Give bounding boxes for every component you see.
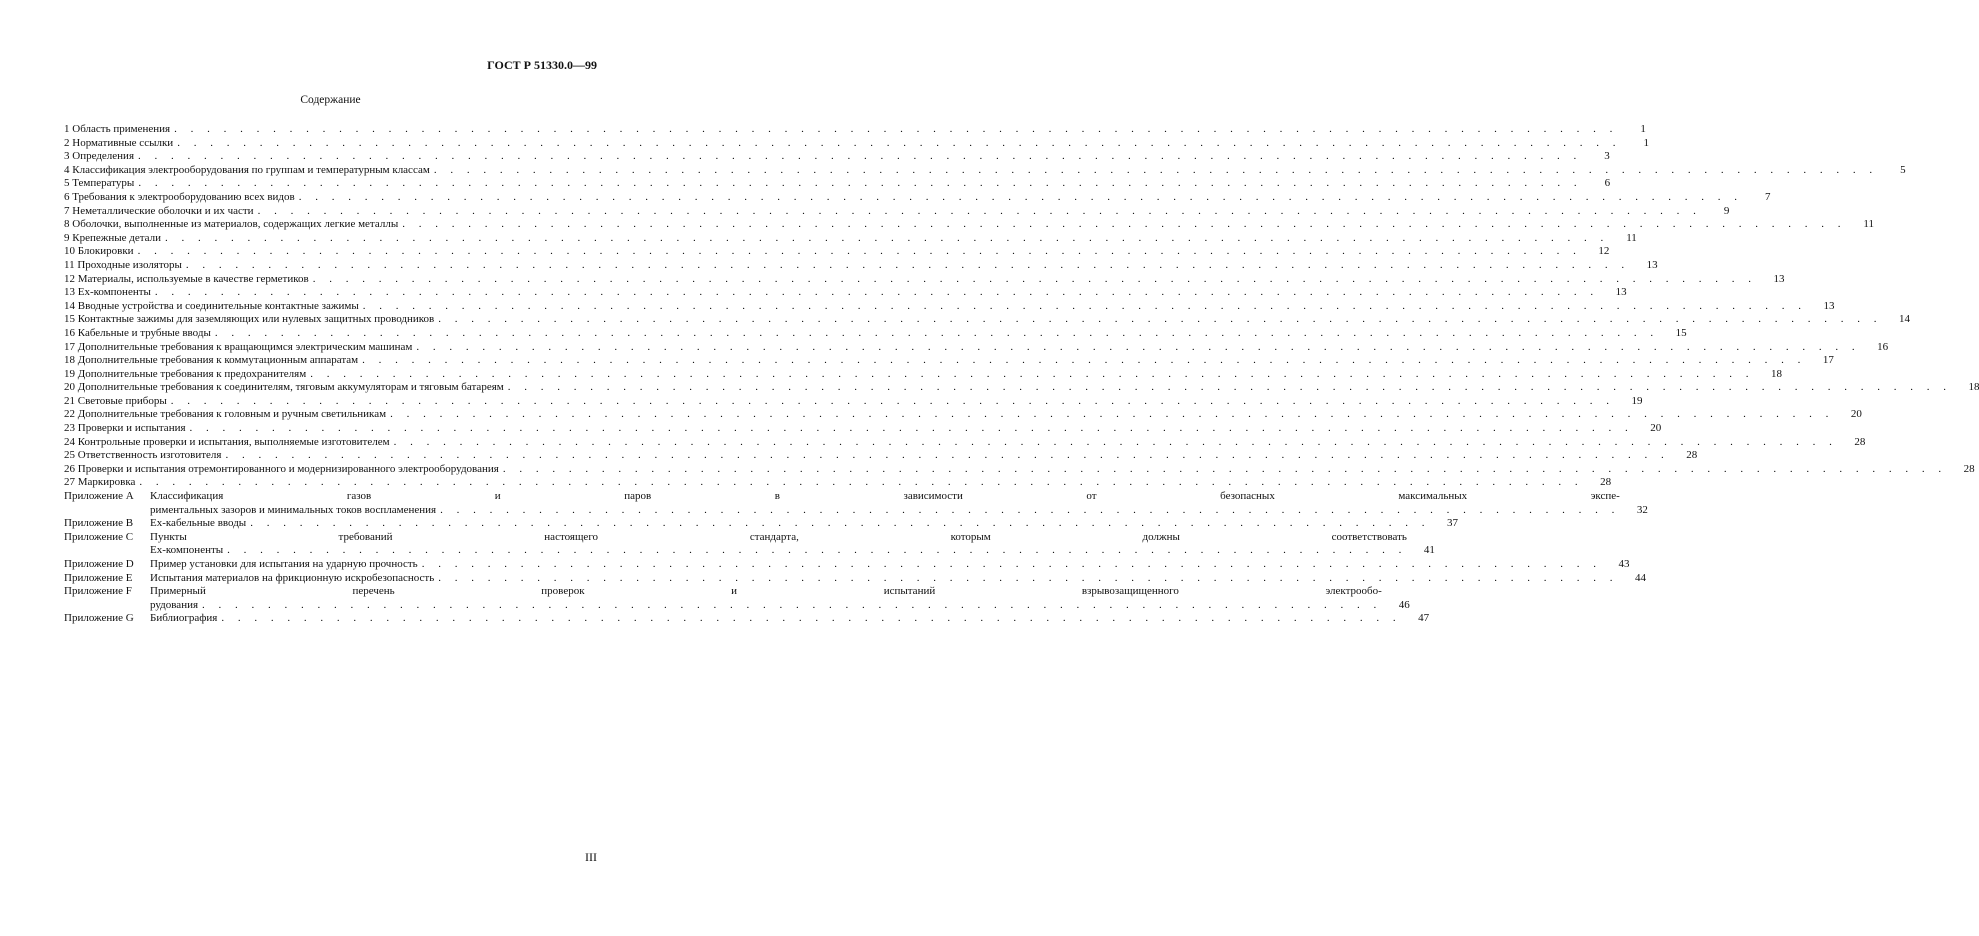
toc-entry-title: 22 Дополнительные требования к головным и ручным светильникам: [64, 408, 387, 421]
toc-entry: [64, 394, 1643, 409]
toc-entry: [64, 367, 1782, 382]
appendix-title: Библиография: [150, 612, 218, 625]
toc-entry-title: 17 Дополнительные требования к вращающимся электрическим машинам: [64, 340, 413, 353]
toc-entry: [64, 190, 1771, 205]
toc-appendix-entry: [64, 490, 1648, 517]
toc-entry: [64, 123, 1646, 137]
toc-leader-dots: [246, 517, 1430, 531]
toc-appendix-entry: [64, 612, 1430, 626]
appendix-title-line: Примерный перечень проверок и испытаний взрывозащищенного электрообо-: [150, 585, 1382, 598]
toc-entry-title: 4 Классификация электрооборудования по группам и температурным классам: [64, 163, 430, 176]
appendix-page: 43: [1618, 558, 1630, 570]
toc-leader-dots: [211, 327, 1659, 341]
toc-entry-title: 2 Нормативные ссылки: [64, 136, 174, 149]
toc-entry: [64, 150, 1610, 164]
toc-entry-page: 15: [1675, 326, 1687, 339]
toc-entry: [64, 136, 1649, 151]
toc-entry-page: 12: [1598, 245, 1610, 258]
appendix-page: 32: [1636, 503, 1648, 516]
toc-leader-dots: [223, 544, 1407, 558]
appendix-page: 46: [1398, 598, 1410, 611]
toc-entry-title: 6 Требования к электрооборудованию всех видов: [64, 190, 295, 203]
toc-leader-dots: [359, 300, 1807, 314]
toc-entry-page: 13: [1646, 258, 1658, 271]
toc-entry: [64, 326, 1687, 341]
toc-leader-dots: [254, 205, 1702, 219]
toc-entry-page: 11: [1626, 231, 1637, 244]
toc-entry-page: 13: [1773, 272, 1785, 285]
toc-entry: [64, 462, 1975, 477]
toc-leader-dots: [436, 504, 1620, 518]
toc-entry: [64, 313, 1910, 327]
toc-entry-page: 11: [1863, 218, 1874, 231]
toc-entry-page: 1: [1643, 136, 1649, 149]
page-number: III: [585, 850, 597, 864]
toc-entry-page: 20: [1850, 408, 1862, 421]
toc-entry-page: 14: [1899, 313, 1910, 326]
toc-appendix-entry: [64, 530, 1435, 558]
toc-entry: [64, 258, 1658, 273]
toc-entry-title: 16 Кабельные и трубные вводы: [64, 326, 211, 339]
appendix-title: Ex-компоненты: [150, 544, 224, 557]
toc-leader-dots: [386, 408, 1834, 422]
toc-entry: [64, 299, 1835, 314]
toc-leader-dots: [504, 381, 1952, 395]
toc-entry: [64, 408, 1862, 422]
toc-leader-dots: [173, 137, 1621, 151]
toc-entry-title: 3 Определения: [64, 150, 135, 163]
toc-leader-dots: [151, 286, 1599, 300]
appendix-label: Приложение F: [64, 585, 132, 598]
toc-entry-title: 12 Материалы, используемые в качестве герметиков: [64, 272, 309, 285]
toc-entry-page: 17: [1822, 354, 1834, 367]
toc-entry-page: 6: [1604, 177, 1611, 190]
toc-leader-dots: [182, 259, 1630, 273]
toc-entry-title: 25 Ответственность изготовителя: [64, 449, 222, 462]
appendix-page: 44: [1635, 571, 1647, 584]
toc-entry: [64, 422, 1662, 436]
toc-entry-title: 7 Неметаллические оболочки и их части: [64, 204, 254, 217]
toc-entry-page: 28: [1686, 449, 1698, 462]
appendix-title: Ex-кабельные вводы: [150, 517, 247, 530]
toc-leader-dots: [170, 123, 1618, 137]
toc-leader-dots: [198, 599, 1382, 613]
toc-entry-title: 10 Блокировки: [64, 245, 134, 258]
toc-entry-page: 28: [1854, 435, 1866, 448]
toc-leader-dots: [306, 368, 1754, 382]
toc-entry-title: 18 Дополнительные требования к коммутационным аппаратам: [64, 354, 359, 367]
toc-entry-page: 1: [1640, 123, 1646, 135]
appendix-title: рудования: [150, 598, 199, 611]
toc-entry-page: 13: [1615, 286, 1627, 299]
table-of-contents: [64, 123, 1979, 626]
toc-leader-dots: [134, 245, 1582, 259]
toc-entry-page: 19: [1631, 394, 1643, 407]
toc-entry-page: 9: [1723, 204, 1730, 217]
appendix-title-line: Классификация газов и паров в зависимости от безопасных максимальных экспе-: [150, 490, 1620, 503]
toc-entry-page: 18: [1770, 367, 1782, 380]
toc-entry: [64, 272, 1785, 287]
toc-entry: [64, 177, 1611, 191]
toc-entry: [64, 204, 1730, 219]
toc-title: Содержание: [300, 94, 361, 106]
appendix-title: Пример установки для испытания на ударную прочность: [150, 558, 418, 570]
toc-entry-title: 8 Оболочки, выполненные из материалов, содержащих легкие металлы: [64, 218, 399, 231]
toc-appendix-entry: [64, 517, 1458, 531]
toc-leader-dots: [186, 422, 1634, 436]
toc-leader-dots: [398, 218, 1846, 232]
toc-entry-title: 15 Контактные зажимы для заземляющих или нулевых защитных проводников: [64, 313, 435, 326]
toc-entry: [64, 381, 1979, 395]
toc-entry-title: 24 Контрольные проверки и испытания, выполняемые изготовителем: [64, 435, 390, 448]
toc-leader-dots: [221, 449, 1669, 463]
toc-entry-page: 5: [1900, 163, 1906, 176]
toc-entry-title: 9 Крепежные детали: [64, 231, 162, 244]
toc-entry-title: 23 Проверки и испытания: [64, 422, 186, 435]
toc-entry-title: 14 Вводные устройства и соединительные контактные зажимы: [64, 299, 359, 312]
toc-entry-page: 13: [1823, 299, 1835, 312]
toc-entry-title: 27 Маркировка: [64, 476, 136, 489]
toc-entry: [64, 286, 1627, 300]
toc-appendix-entry: [64, 558, 1630, 572]
toc-entry-title: 19 Дополнительные требования к предохранителям: [64, 367, 307, 380]
toc-leader-dots: [412, 341, 1860, 355]
toc-appendices: [64, 490, 1648, 626]
appendix-title: риментальных зазоров и минимальных токов воспламенения: [150, 503, 437, 516]
appendix-label: Приложение C: [64, 530, 134, 543]
toc-entry-title: 1 Область применения: [64, 123, 171, 135]
toc-leader-dots: [434, 313, 1882, 327]
toc-entry: [64, 218, 1874, 232]
toc-entry-title: 13 Ex-компоненты: [64, 286, 151, 299]
toc-entry-title: 20 Дополнительные требования к соединителям, тяговым аккумуляторам и тяговым батареям: [64, 381, 504, 394]
appendix-label: Приложение B: [64, 517, 134, 530]
toc-entry-title: 21 Световые приборы: [64, 394, 167, 407]
toc-leader-dots: [167, 395, 1615, 409]
appendix-label: Приложение D: [64, 558, 134, 570]
appendix-title-line: Пункты требований настоящего стандарта, которым должны соответствовать: [150, 530, 1407, 543]
toc-entry-page: 7: [1764, 190, 1771, 203]
toc-appendix-entry: [64, 585, 1410, 612]
appendix-label: Приложение A: [64, 490, 134, 503]
toc-entry: [64, 231, 1637, 246]
toc-entry-title: 26 Проверки и испытания отремонтированного и модернизированного электрооборудования: [64, 462, 499, 475]
toc-leader-dots: [499, 463, 1947, 477]
toc-entry-page: 28: [1600, 476, 1612, 489]
appendix-label: Приложение E: [64, 571, 133, 584]
toc-entry: [64, 476, 1612, 490]
toc-entry: [64, 340, 1889, 355]
appendix-label: Приложение G: [64, 612, 134, 625]
toc-entry-page: 3: [1604, 150, 1610, 163]
toc-entry-page: 28: [1963, 462, 1975, 475]
toc-leader-dots: [430, 164, 1878, 178]
toc-entry-page: 16: [1877, 340, 1889, 353]
toc-entry: [64, 245, 1610, 259]
toc-leader-dots: [135, 476, 1583, 490]
toc-leader-dots: [418, 558, 1602, 572]
toc-appendix-entry: [64, 571, 1647, 586]
appendix-page: 47: [1418, 612, 1430, 625]
toc-leader-dots: [358, 354, 1806, 368]
appendix-page: 41: [1423, 544, 1435, 557]
toc-leader-dots: [217, 612, 1401, 626]
appendix-page: 37: [1446, 517, 1458, 530]
toc-leader-dots: [161, 232, 1609, 246]
toc-entry: [64, 449, 1698, 463]
toc-leader-dots: [134, 150, 1582, 164]
toc-entry: [64, 354, 1834, 368]
toc-entry-title: 11 Проходные изоляторы: [64, 258, 182, 271]
document-code: ГОСТ Р 51330.0—99: [487, 58, 597, 72]
toc-entry-title: 5 Температуры: [64, 177, 135, 190]
toc-leader-dots: [309, 273, 1757, 287]
toc-leader-dots: [134, 177, 1582, 191]
toc-leader-dots: [295, 191, 1743, 205]
toc-leader-dots: [390, 436, 1838, 450]
toc-entry: [64, 435, 1866, 450]
toc-entry-page: 20: [1650, 422, 1662, 435]
toc-sections: [64, 123, 1979, 490]
toc-leader-dots: [434, 572, 1618, 586]
toc-entry-page: 18: [1968, 381, 1979, 394]
appendix-title: Испытания материалов на фрикционную искробезопасность: [150, 571, 435, 584]
toc-entry: [64, 163, 1906, 178]
